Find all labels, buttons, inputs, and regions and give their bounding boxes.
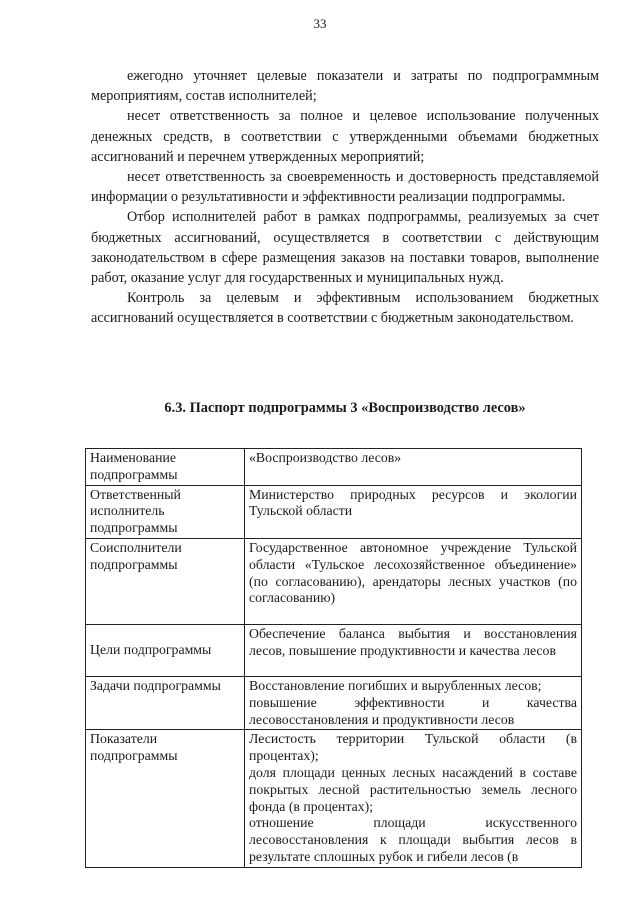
table-row	[86, 449, 582, 486]
value-line: отношение площади искусственного лесовосстановления к площади выбытия лесов в результате сплошных рубок и гибели лесов (в	[249, 815, 577, 864]
page-number: 33	[313, 16, 327, 31]
row-value	[245, 730, 582, 867]
table-row	[86, 624, 582, 676]
row-value	[245, 624, 582, 676]
value-line: Обеспечение баланса выбытия и восстановления лесов, повышение продуктивности и качества лесов	[249, 625, 577, 658]
value-line: Восстановление погибших и вырубленных лесов;	[249, 677, 542, 693]
passport-table	[85, 448, 582, 868]
table-row	[86, 538, 582, 624]
table-row	[86, 730, 582, 867]
section-title: 6.3. Паспорт подпрограммы 3 «Воспроизводство лесов»	[164, 400, 526, 416]
paragraph: несет ответственность за полное и целевое использование полученных денежных средств, в соответствии с утвержденными объемами бюджетных ассигнований и перечнем утвержденных мероприятий;	[91, 108, 599, 165]
row-label: Задачи подпрограммы	[86, 676, 245, 729]
body-text	[91, 66, 599, 329]
row-label: Цели подпрограммы	[86, 624, 245, 676]
row-label: Соисполнители подпрограммы	[86, 538, 245, 624]
paragraph: Контроль за целевым и эффективным использованием бюджетных ассигнований осуществляется в соответствии с бюджетным законодательством.	[91, 290, 599, 327]
paragraph: Отбор исполнителей работ в рамках подпрограммы, реализуемых за счет бюджетных ассигнований, осуществляется в соответствии с действующим законодательством в сфере размещения заказов на поставки товаров, выполнение работ, оказание услуг для государственных и муниципальных нужд.	[91, 209, 599, 287]
value-line: Министерство природных ресурсов и экологии Тульской области	[249, 486, 577, 519]
row-value	[245, 449, 582, 486]
value-line: Лесистость территории Тульской области (в процентах);	[249, 731, 577, 764]
row-label: Ответственный исполнитель подпрограммы	[86, 485, 245, 538]
row-value	[245, 676, 582, 729]
value-line: повышение эффективности и качества лесовосстановления и продуктивности лесов	[249, 694, 577, 727]
row-label: Наименование подпрограммы	[86, 449, 245, 486]
row-label: Показатели подпрограммы	[86, 730, 245, 867]
row-value	[245, 485, 582, 538]
value-line: «Воспроизводство лесов»	[249, 450, 402, 465]
table-row	[86, 485, 582, 538]
value-line: Государственное автономное учреждение Тульской области «Тульское лесохозяйственное объединение» (по согласованию), арендаторы лесных участков (по согласованию)	[249, 539, 577, 606]
paragraph: ежегодно уточняет целевые показатели и затраты по подпрограммным мероприятиям, состав исполнителей;	[91, 68, 599, 105]
row-value	[245, 538, 582, 624]
table-row	[86, 676, 582, 729]
paragraph: несет ответственность за своевременность и достоверность представляемой информации о результативности и эффективности реализации подпрограммы.	[91, 169, 599, 206]
value-line: доля площади ценных лесных насаждений в составе покрытых лесной растительностью земель лесного фонда (в процентах);	[249, 764, 577, 814]
